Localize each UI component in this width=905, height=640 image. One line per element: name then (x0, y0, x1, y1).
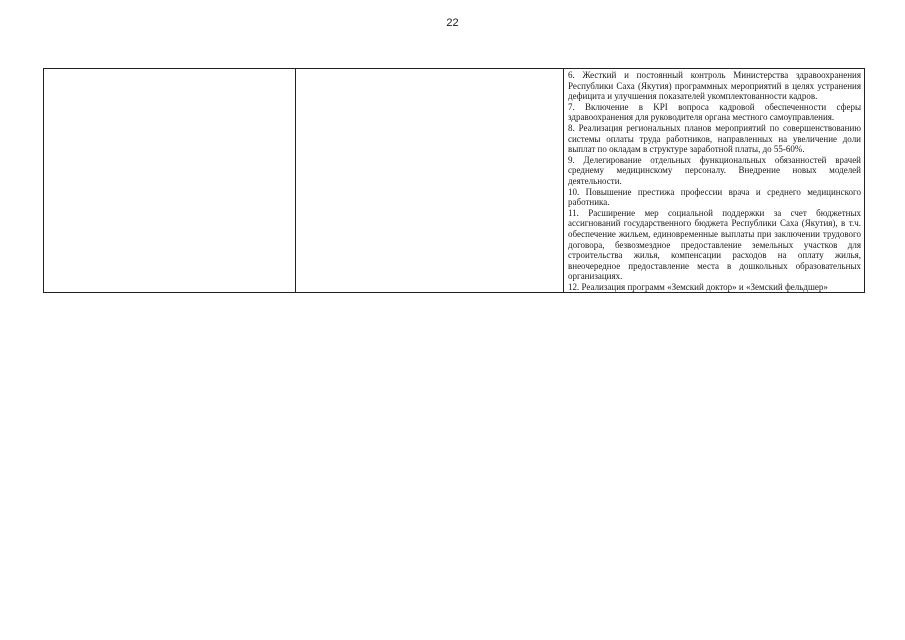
table-row (44, 69, 865, 293)
page-number: 22 (446, 17, 459, 29)
table-cell-empty-1 (44, 69, 296, 293)
measure-item-11: 11. Расширение мер социальной поддержки за счет бюджетных ассигнований государственного бюджета Республики Саха (Якутия), в т.ч. обеспечение жильем, единовременные выплаты при заключении трудового договора, безвозмездное предоставление земельных участков для строительства жилья, компенсации расходов на оплату жилья, внеочередное предоставление места в дошкольных образовательных организациях. (568, 207, 861, 282)
measure-item-10: 10. Повышение престижа профессии врача и среднего медицинского работника. (568, 186, 861, 208)
measures-table (43, 68, 865, 293)
table-cell-empty-2 (296, 69, 564, 293)
measure-item-6: 6. Жесткий и постоянный контроль Министерства здравоохранения Республики Саха (Якутия) программных мероприятий в целях устранения дефицита и улучшения показателей укомплектованности кадров. (568, 70, 861, 102)
table-cell-measures (564, 69, 865, 293)
measure-item-7: 7. Включение в KPI вопроса кадровой обеспеченности сферы здравоохранения для руководителя органа местного самоуправления. (568, 101, 861, 123)
measure-item-9: 9. Делегирование отдельных функциональных обязанностей врачей среднему медицинскому персоналу. Внедрение новых моделей деятельности. (568, 154, 861, 186)
measure-item-12: 12. Реализация программ «Земский доктор» и «Земский фельдшер» (568, 281, 828, 292)
measure-item-8: 8. Реализация региональных планов мероприятий по совершенствованию системы оплаты труда работников, направленных на увеличение доли выплат по окладам в структуре заработной платы, до 55-60%. (568, 122, 861, 155)
